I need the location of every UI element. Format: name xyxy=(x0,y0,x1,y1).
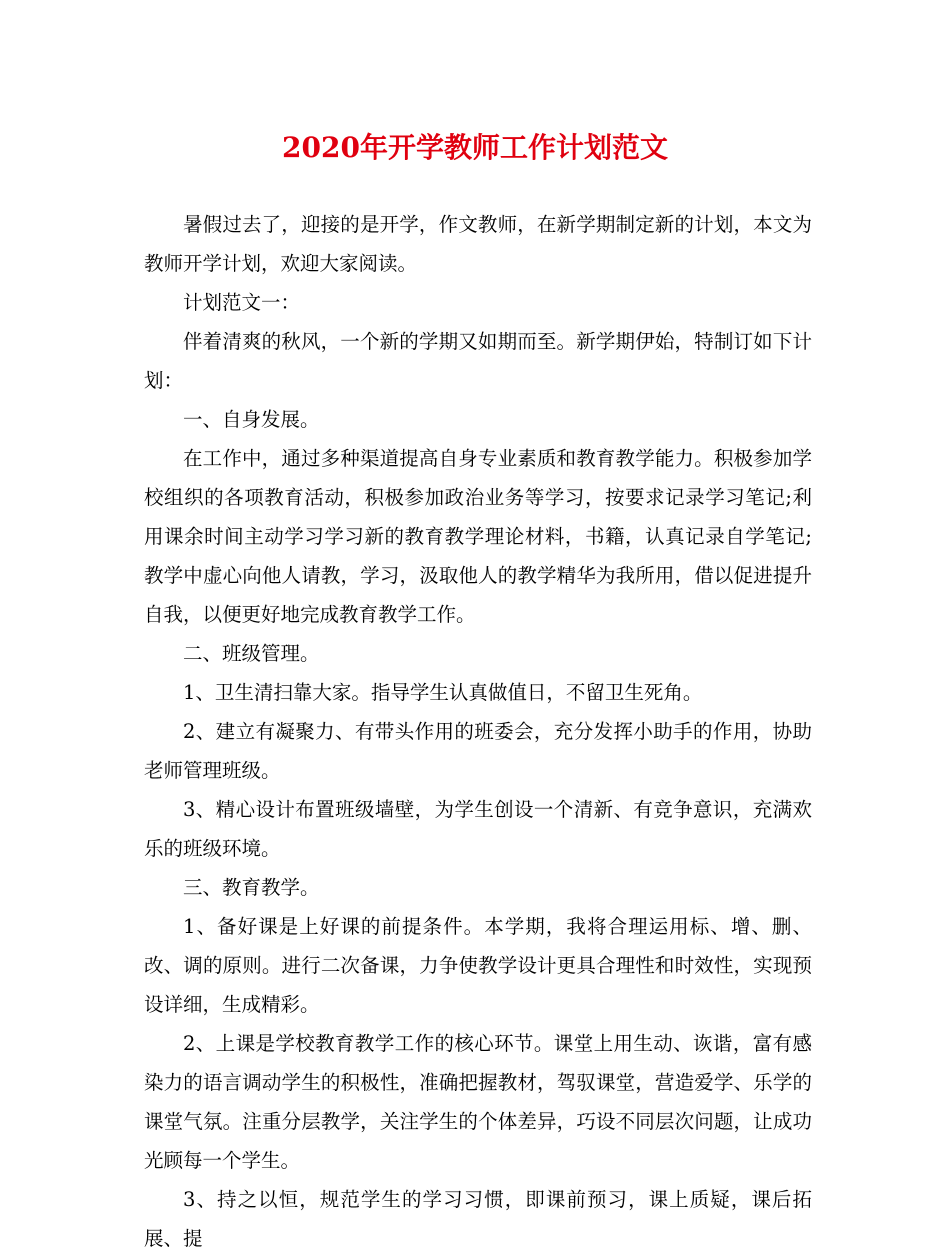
list-item-classroom-walls: 3、精心设计布置班级墙壁，为学生创设一个清新、有竞争意识，充满欢乐的班级环境。 xyxy=(144,798,812,860)
section-heading-self-development: 一、自身发展。 xyxy=(183,408,320,431)
paragraph-plan-heading: 计划范文一： xyxy=(183,291,301,314)
paragraph-opening: 伴着清爽的秋风，一个新的学期又如期而至。新学期伊始，特制订如下计划： xyxy=(144,330,812,392)
list-item-classroom-teaching: 2、上课是学校教育教学工作的核心环节。课堂上用生动、诙谐，富有感染力的语言调动学生的积极性，准确把握教材，驾驭课堂，营造爱学、乐学的课堂气氛。注重分层教学，关注学生的个体差异，巧设不同层次问题，让成功光顾每一个学生。 xyxy=(144,1032,812,1172)
paragraph-intro: 暑假过去了，迎接的是开学，作文教师，在新学期制定新的计划，本文为教师开学计划，欢迎大家阅读。 xyxy=(144,213,812,275)
document-body xyxy=(144,205,812,1258)
list-item-study-habits: 3、持之以恒，规范学生的学习习惯，即课前预习，课上质疑，课后拓展、提 xyxy=(144,1188,812,1250)
list-item-class-committee: 2、建立有凝聚力、有带头作用的班委会，充分发挥小助手的作用，协助老师管理班级。 xyxy=(144,720,812,782)
document-title: 2020年开学教师工作计划范文 xyxy=(282,131,668,164)
paragraph-self-development: 在工作中，通过多种渠道提高自身专业素质和教育教学能力。积极参加学校组织的各项教育活动，积极参加政治业务等学习，按要求记录学习笔记;利用课余时间主动学习学习新的教育教学理论材料，书籍，认真记录自学笔记;教学中虚心向他人请教，学习，汲取他人的教学精华为我所用，借以促进提升自我，以便更好地完成教育教学工作。 xyxy=(144,447,812,626)
list-item-hygiene: 1、卫生清扫靠大家。指导学生认真做值日，不留卫生死角。 xyxy=(183,681,703,704)
section-heading-teaching: 三、教育教学。 xyxy=(183,876,320,899)
list-item-lesson-prep: 1、备好课是上好课的前提条件。本学期，我将合理运用标、增、删、改、调的原则。进行二次备课，力争使教学设计更具合理性和时效性，实现预设详细，生成精彩。 xyxy=(144,915,812,1016)
section-heading-class-management: 二、班级管理。 xyxy=(183,642,320,665)
